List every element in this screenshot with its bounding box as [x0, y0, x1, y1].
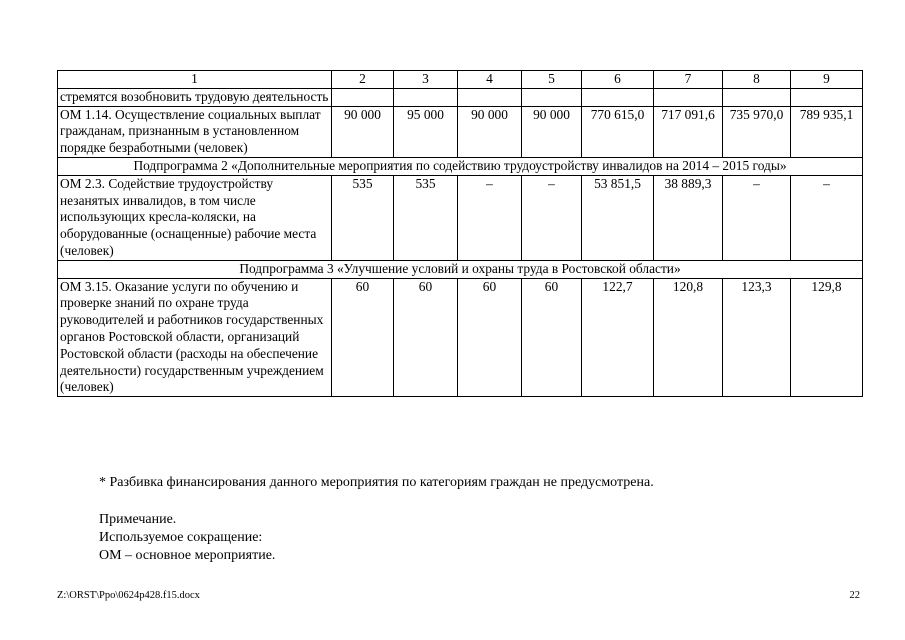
page-number: 22 — [849, 590, 860, 601]
table-cell — [394, 88, 458, 106]
table-cell: 717 091,6 — [654, 106, 723, 157]
table-cell — [458, 88, 522, 106]
table-cell: – — [522, 175, 582, 260]
table-cell: – — [458, 175, 522, 260]
row-name: ОМ 3.15. Оказание услуги по обучению и проверке знаний по охране труда руководителей и работников государственных органов Ростовской области, организаций Ростовской области (расходы на обеспечение деятельности) государственным учреждением (человек) — [58, 278, 332, 397]
table-cell: – — [791, 175, 863, 260]
table-cell: 535 — [394, 175, 458, 260]
table-cell: 122,7 — [582, 278, 654, 397]
column-header: 4 — [458, 71, 522, 89]
note-title: Примечание. — [99, 512, 177, 527]
abbreviation-intro: Используемое сокращение: — [99, 530, 263, 545]
column-header: 3 — [394, 71, 458, 89]
table-cell: 129,8 — [791, 278, 863, 397]
table-cell: – — [723, 175, 791, 260]
table-cell: 770 615,0 — [582, 106, 654, 157]
subprogram-title: Подпрограмма 2 «Дополнительные мероприятия по содействию трудоустройству инвалидов на 2014 – 2015 годы» — [58, 157, 863, 175]
table-cell — [791, 88, 863, 106]
table-cell: 53 851,5 — [582, 175, 654, 260]
table-cell: 38 889,3 — [654, 175, 723, 260]
table-cell — [582, 88, 654, 106]
subprogram-title: Подпрограмма 3 «Улучшение условий и охраны труда в Ростовской области» — [58, 260, 863, 278]
column-header: 8 — [723, 71, 791, 89]
table-cell — [332, 88, 394, 106]
column-header: 6 — [582, 71, 654, 89]
row-name: ОМ 2.3. Содействие трудоустройству незанятых инвалидов, в том числе использующих кресла-коляски, на оборудованные (оснащенные) рабочие места (человек) — [58, 175, 332, 260]
subprogram-header-row — [58, 260, 863, 278]
table-cell: 60 — [522, 278, 582, 397]
abbreviation-om: ОМ – основное мероприятие. — [99, 548, 276, 563]
subprogram-header-row — [58, 157, 863, 175]
row-name: стремятся возобновить трудовую деятельность — [58, 88, 332, 106]
table-row — [58, 278, 863, 397]
table-cell: 90 000 — [332, 106, 394, 157]
column-header: 2 — [332, 71, 394, 89]
funding-table — [57, 70, 863, 397]
table-cell — [522, 88, 582, 106]
column-header: 5 — [522, 71, 582, 89]
table-cell: 535 — [332, 175, 394, 260]
footnote: * Разбивка финансирования данного мероприятия по категориям граждан не предусмотрена. — [99, 475, 654, 490]
table-cell — [654, 88, 723, 106]
table-cell — [723, 88, 791, 106]
table-row — [58, 175, 863, 260]
column-number-header-row — [58, 71, 863, 89]
continuation-row — [58, 88, 863, 106]
table-cell: 90 000 — [522, 106, 582, 157]
column-header: 1 — [58, 71, 332, 89]
row-name: ОМ 1.14. Осуществление социальных выплат гражданам, признанным в установленном порядке безработными (человек) — [58, 106, 332, 157]
table-cell: 60 — [332, 278, 394, 397]
table-cell: 95 000 — [394, 106, 458, 157]
notes-block — [99, 474, 654, 565]
table-cell: 90 000 — [458, 106, 522, 157]
table-cell: 735 970,0 — [723, 106, 791, 157]
table-cell: 123,3 — [723, 278, 791, 397]
file-path: Z:\ORST\Ppo\0624p428.f15.docx — [57, 590, 200, 601]
table-row — [58, 106, 863, 157]
table-cell: 60 — [394, 278, 458, 397]
table-cell: 120,8 — [654, 278, 723, 397]
table-cell: 789 935,1 — [791, 106, 863, 157]
table-cell: 60 — [458, 278, 522, 397]
column-header: 9 — [791, 71, 863, 89]
column-header: 7 — [654, 71, 723, 89]
